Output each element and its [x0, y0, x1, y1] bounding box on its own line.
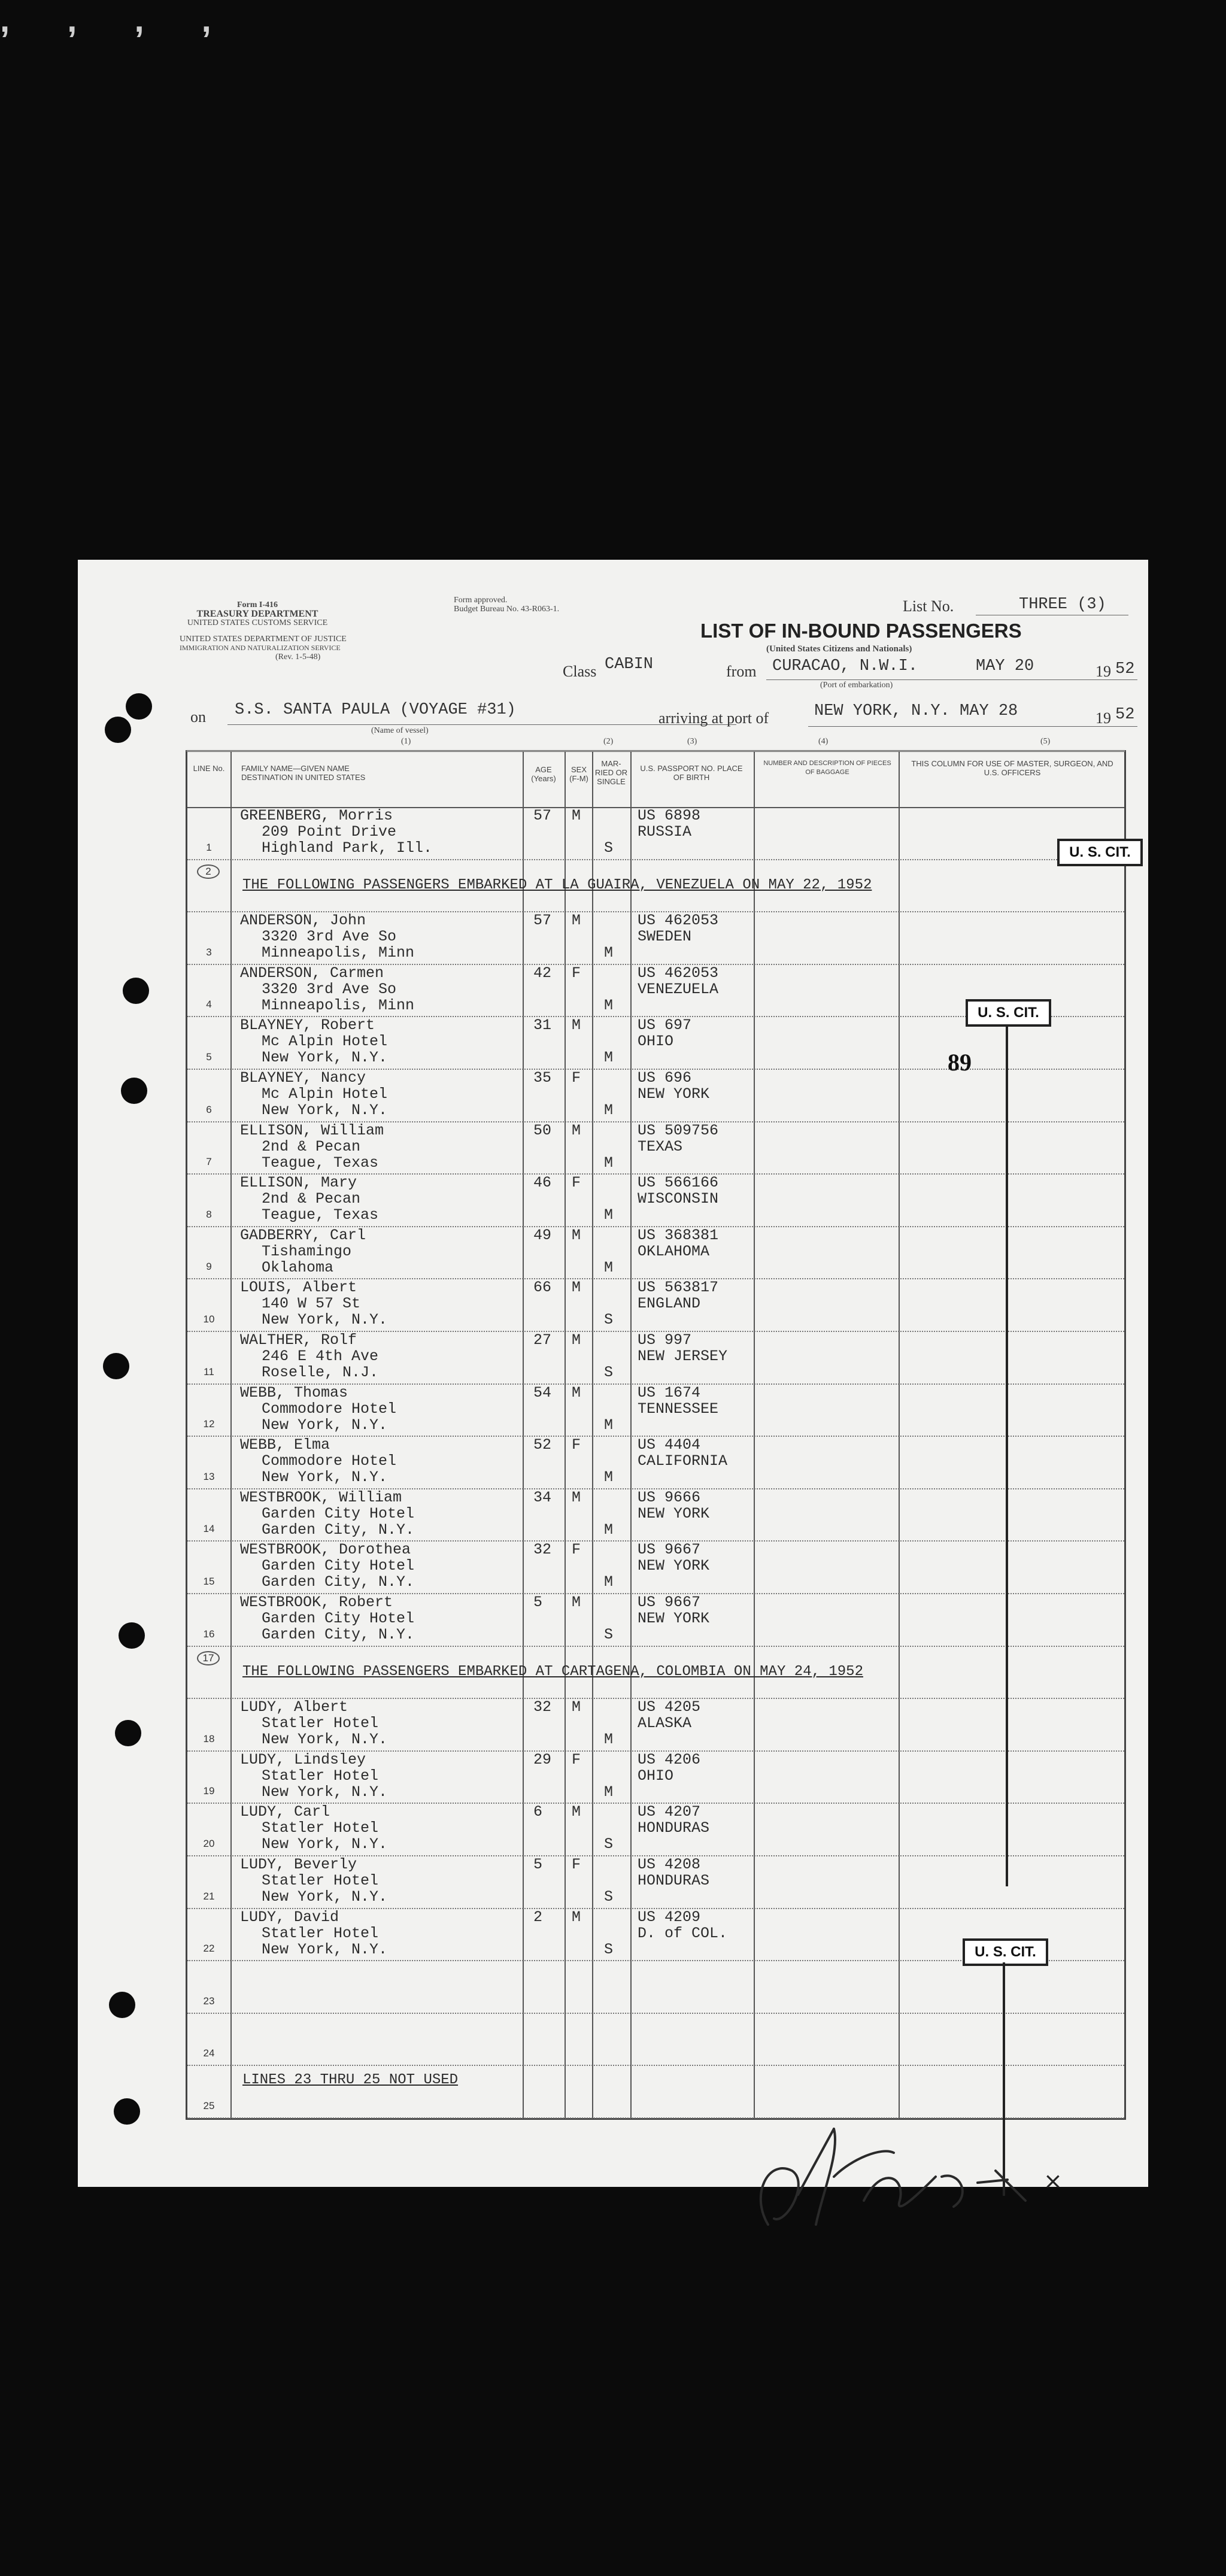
passenger-sex: M: [572, 1331, 581, 1349]
line-number: 24: [203, 2047, 215, 2059]
passenger-address: Statler Hotel: [262, 1819, 379, 1837]
on-label: on: [190, 708, 206, 726]
passenger-city: Teague, Texas: [262, 1206, 379, 1224]
passport-number: US 509756: [638, 1121, 719, 1139]
punch-hole: [115, 1720, 141, 1746]
col-num-2: (2): [603, 737, 614, 746]
passenger-age: 54: [533, 1383, 552, 1401]
passenger-name: ANDERSON, Carmen: [240, 964, 384, 982]
passenger-name: WALTHER, Rolf: [240, 1331, 357, 1349]
line-number: 16: [203, 1628, 215, 1640]
passenger-city: Minneapolis, Minn: [262, 944, 415, 962]
punch-hole: [109, 1992, 135, 2018]
birthplace: TEXAS: [638, 1137, 683, 1155]
departure-date: MAY 20: [976, 657, 1034, 675]
passenger-sex: F: [572, 1541, 581, 1559]
underline: [808, 726, 1137, 727]
class-value: CABIN: [605, 656, 654, 673]
line-number: 6: [206, 1103, 212, 1115]
passport-number: US 4205: [638, 1698, 701, 1716]
passenger-sex: M: [572, 1121, 581, 1139]
header-baggage: NUMBER AND DESCRIPTION OF PIECES OF BAGGAGE: [763, 760, 891, 776]
passenger-sex: F: [572, 1856, 581, 1873]
passenger-city: Highland Park, Ill.: [262, 839, 433, 857]
table-row: [187, 1751, 1124, 1804]
header-sex: SEX (F-M): [569, 765, 588, 783]
passenger-city: New York, N.Y.: [262, 1731, 388, 1749]
line-number: 23: [203, 1995, 215, 2007]
birthplace: NEW YORK: [638, 1610, 710, 1627]
scribble-mark: ⨯: [1043, 2168, 1063, 2194]
passenger-sex: M: [572, 1017, 581, 1034]
passenger-name: WEBB, Elma: [240, 1436, 330, 1454]
birthplace: OHIO: [638, 1033, 674, 1051]
passenger-age: 5: [533, 1594, 543, 1611]
passenger-city: Garden City, N.Y.: [262, 1573, 415, 1591]
passenger-age: 52: [533, 1436, 552, 1454]
passenger-address: 2nd & Pecan: [262, 1137, 361, 1155]
embarkation-note: THE FOLLOWING PASSENGERS EMBARKED AT CARTAGENA, COLOMBIA ON MAY 24, 1952: [242, 1663, 863, 1680]
passenger-address: Garden City Hotel: [262, 1504, 415, 1522]
passenger-marital: M: [604, 1468, 614, 1486]
table-row: [187, 1856, 1124, 1909]
table-row: [187, 1279, 1124, 1331]
passenger-name: LUDY, David: [240, 1908, 339, 1926]
passenger-marital: M: [604, 1258, 614, 1276]
table-row: [187, 1541, 1124, 1594]
passport-number: US 4209: [638, 1908, 701, 1926]
ins: IMMIGRATION AND NATURALIZATION SERVICE: [180, 644, 341, 652]
passenger-sex: M: [572, 1594, 581, 1611]
passenger-address: 2nd & Pecan: [262, 1190, 361, 1208]
passenger-address: Garden City Hotel: [262, 1557, 415, 1575]
customs-service: UNITED STATES CUSTOMS SERVICE: [187, 618, 328, 627]
passenger-name: BLAYNEY, Robert: [240, 1017, 375, 1034]
punch-hole: [103, 1353, 129, 1379]
officer-signature: [744, 2105, 1043, 2249]
passenger-name: BLAYNEY, Nancy: [240, 1069, 366, 1087]
passenger-age: 34: [533, 1488, 552, 1506]
passenger-marital: M: [604, 1154, 614, 1172]
passenger-city: New York, N.Y.: [262, 1416, 388, 1434]
passenger-marital: S: [604, 839, 614, 857]
passport-number: US 4208: [638, 1856, 701, 1873]
passenger-age: 32: [533, 1698, 552, 1716]
table-row: [187, 807, 1124, 860]
passenger-name: ELLISON, William: [240, 1121, 384, 1139]
passport-number: US 9667: [638, 1541, 701, 1559]
birthplace: OKLAHOMA: [638, 1242, 710, 1260]
passenger-marital: S: [604, 1626, 614, 1643]
passenger-address: Statler Hotel: [262, 1767, 379, 1785]
passenger-sex: M: [572, 1383, 581, 1401]
table-row: [187, 1174, 1124, 1227]
passenger-sex: M: [572, 912, 581, 930]
birthplace: D. of COL.: [638, 1924, 728, 1942]
justice-department: UNITED STATES DEPARTMENT OF JUSTICE: [180, 635, 347, 644]
table-row: [187, 1803, 1124, 1856]
passenger-name: WESTBROOK, Robert: [240, 1594, 393, 1611]
list-no-label: List No.: [903, 597, 954, 615]
year-prefix: 19: [1095, 663, 1111, 680]
birthplace: SWEDEN: [638, 928, 692, 946]
table-row: [187, 1436, 1124, 1489]
header-officers: THIS COLUMN FOR USE OF MASTER, SURGEON, AND U.S. OFFICERS: [911, 759, 1113, 777]
passenger-marital: M: [604, 1416, 614, 1434]
passenger-marital: S: [604, 1311, 614, 1329]
line-number: 12: [203, 1418, 215, 1430]
punch-hole: [126, 693, 152, 720]
passenger-manifest-page: [78, 560, 1148, 2194]
line-number: 13: [203, 1470, 215, 1482]
passport-number: US 4206: [638, 1750, 701, 1768]
punch-hole: [119, 1622, 145, 1649]
col-num-4: (4): [818, 737, 829, 746]
punch-hole: [114, 2098, 140, 2125]
passenger-marital: S: [604, 1940, 614, 1958]
passport-number: US 368381: [638, 1226, 719, 1244]
line-number: 1: [206, 841, 212, 853]
passenger-city: Garden City, N.Y.: [262, 1626, 415, 1643]
passenger-sex: F: [572, 964, 581, 982]
passport-number: US 697: [638, 1017, 692, 1034]
list-no-value: THREE (3): [1019, 596, 1106, 614]
passport-number: US 563817: [638, 1279, 719, 1297]
line-number: 17: [197, 1651, 220, 1665]
table-row: [187, 1069, 1124, 1122]
passenger-city: New York, N.Y.: [262, 1102, 388, 1119]
passenger-marital: M: [604, 996, 614, 1014]
passenger-age: 29: [533, 1750, 552, 1768]
passenger-address: 140 W 57 St: [262, 1295, 361, 1313]
passenger-marital: M: [604, 944, 614, 962]
birthplace: ALASKA: [638, 1715, 692, 1732]
arrival-year-prefix: 19: [1095, 709, 1111, 727]
table-row: [187, 2013, 1124, 2066]
table-row: [187, 912, 1124, 964]
passenger-address: 246 E 4th Ave: [262, 1348, 379, 1365]
birthplace: ENGLAND: [638, 1295, 701, 1313]
passenger-sex: M: [572, 1803, 581, 1821]
passenger-name: LUDY, Albert: [240, 1698, 348, 1716]
passenger-address: Statler Hotel: [262, 1872, 379, 1889]
passenger-age: 66: [533, 1279, 552, 1297]
passenger-marital: S: [604, 1888, 614, 1906]
punch-hole: [123, 978, 149, 1004]
passenger-marital: M: [604, 1783, 614, 1801]
header-line-no: LINE No.: [193, 764, 225, 773]
passport-number: US 4207: [638, 1803, 701, 1821]
manifest-table: [186, 750, 1131, 2194]
table-row: [187, 1594, 1124, 1646]
passenger-city: New York, N.Y.: [262, 1049, 388, 1067]
passenger-city: Oklahoma: [262, 1258, 334, 1276]
line-number: 22: [203, 1943, 215, 1955]
passenger-name: WEBB, Thomas: [240, 1383, 348, 1401]
passport-number: US 9667: [638, 1594, 701, 1611]
passenger-city: New York, N.Y.: [262, 1888, 388, 1906]
passenger-city: Teague, Texas: [262, 1154, 379, 1172]
passenger-sex: M: [572, 807, 581, 824]
birthplace: NEW YORK: [638, 1085, 710, 1103]
col-num-1: (1): [401, 737, 411, 746]
line-number: 5: [206, 1051, 212, 1063]
birthplace: OHIO: [638, 1767, 674, 1785]
justice-block: [180, 635, 467, 662]
line-number: 4: [206, 999, 212, 1011]
table-row: [187, 860, 1124, 912]
passenger-marital: M: [604, 1521, 614, 1539]
line-number: 7: [206, 1156, 212, 1168]
passenger-address: 3320 3rd Ave So: [262, 928, 397, 946]
passenger-marital: S: [604, 1835, 614, 1853]
passport-number: US 9666: [638, 1488, 701, 1506]
line-number: 2: [197, 864, 220, 879]
passport-number: US 1674: [638, 1383, 701, 1401]
passenger-age: 5: [533, 1856, 543, 1873]
passenger-name: ELLISON, Mary: [240, 1174, 357, 1192]
passenger-sex: F: [572, 1069, 581, 1087]
vessel-name: S.S. SANTA PAULA (VOYAGE #31): [235, 701, 516, 719]
passenger-name: ANDERSON, John: [240, 912, 366, 930]
us-cit-stamp: U. S. CIT.: [1057, 839, 1143, 866]
passenger-age: 31: [533, 1017, 552, 1034]
form-approved: Form approved.: [454, 596, 508, 605]
table-row: [187, 1384, 1124, 1437]
punch-hole: [121, 1078, 147, 1104]
tally-count: 89: [948, 1049, 972, 1076]
passenger-age: 6: [533, 1803, 543, 1821]
passenger-name: LUDY, Beverly: [240, 1856, 357, 1873]
passenger-address: Commodore Hotel: [262, 1452, 397, 1470]
line-number: 8: [206, 1208, 212, 1220]
birthplace: HONDURAS: [638, 1872, 710, 1889]
birthplace: WISCONSIN: [638, 1190, 719, 1208]
birthplace: HONDURAS: [638, 1819, 710, 1837]
passenger-address: Garden City Hotel: [262, 1610, 415, 1627]
film-frame-marks: , , , ,: [0, 1, 235, 40]
passenger-age: 42: [533, 964, 552, 982]
passenger-age: 27: [533, 1331, 552, 1349]
passenger-address: Commodore Hotel: [262, 1400, 397, 1418]
line-number: 14: [203, 1523, 215, 1535]
birthplace: RUSSIA: [638, 823, 692, 841]
line-number: 21: [203, 1890, 215, 1902]
birthplace: NEW JERSEY: [638, 1348, 728, 1365]
passenger-name: GREENBERG, Morris: [240, 807, 393, 824]
page-title: LIST OF IN-BOUND PASSENGERS: [700, 620, 1022, 642]
passenger-sex: M: [572, 1279, 581, 1297]
passenger-sex: M: [572, 1698, 581, 1716]
table-row: [187, 1961, 1124, 2013]
passenger-age: 46: [533, 1174, 552, 1192]
approval-block: [454, 596, 559, 614]
line-number: 10: [203, 1313, 215, 1325]
line-number: 15: [203, 1575, 215, 1587]
table-row: [187, 1122, 1124, 1175]
passenger-address: Tishamingo: [262, 1242, 352, 1260]
line-number: 18: [203, 1732, 215, 1744]
passport-number: US 566166: [638, 1174, 719, 1192]
passport-number: US 4404: [638, 1436, 701, 1454]
passenger-age: 57: [533, 807, 552, 824]
table-row: [187, 1331, 1124, 1384]
department: TREASURY DEPARTMENT: [196, 609, 318, 619]
passenger-name: LOUIS, Albert: [240, 1279, 357, 1297]
birthplace: CALIFORNIA: [638, 1452, 728, 1470]
budget-number: Budget Bureau No. 43-R063-1.: [454, 605, 560, 614]
passenger-age: 35: [533, 1069, 552, 1087]
revision: (Rev. 1-5-48): [275, 653, 321, 662]
birthplace: VENEZUELA: [638, 980, 719, 998]
birthplace: NEW YORK: [638, 1557, 710, 1575]
birthplace: TENNESSEE: [638, 1400, 719, 1418]
birthplace: NEW YORK: [638, 1504, 710, 1522]
passenger-age: 32: [533, 1541, 552, 1559]
arrival-year: 52: [1115, 706, 1135, 724]
passenger-name: WESTBROOK, Dorothea: [240, 1541, 411, 1559]
table-row: [187, 1489, 1124, 1542]
us-cit-stamp: U. S. CIT.: [963, 1938, 1048, 1966]
passenger-city: Garden City, N.Y.: [262, 1521, 415, 1539]
passenger-address: Mc Alpin Hotel: [262, 1085, 388, 1103]
punch-hole: [105, 717, 131, 743]
header-age: AGE (Years): [531, 765, 556, 783]
passenger-age: 2: [533, 1908, 543, 1926]
passenger-marital: M: [604, 1573, 614, 1591]
underline: [766, 679, 1137, 680]
passenger-address: 3320 3rd Ave So: [262, 980, 397, 998]
passenger-address: 209 Point Drive: [262, 823, 397, 841]
passenger-sex: M: [572, 1908, 581, 1926]
passenger-marital: M: [604, 1049, 614, 1067]
line-number: 20: [203, 1837, 215, 1849]
passenger-name: GADBERRY, Carl: [240, 1226, 366, 1244]
passport-number: US 462053: [638, 964, 719, 982]
table-row: [187, 1646, 1124, 1699]
passenger-name: LUDY, Lindsley: [240, 1750, 366, 1768]
line-number: 3: [206, 946, 212, 958]
vessel-caption: (Name of vessel): [371, 726, 429, 735]
check-line: [1006, 1024, 1008, 1886]
line-number: 9: [206, 1261, 212, 1273]
form-number: Form I-416: [236, 600, 278, 609]
form-header-block: [180, 600, 335, 627]
passenger-marital: M: [604, 1731, 614, 1749]
passport-number: US 462053: [638, 912, 719, 930]
passport-number: US 696: [638, 1069, 692, 1087]
passenger-sex: F: [572, 1750, 581, 1768]
passport-number: US 6898: [638, 807, 701, 824]
passenger-marital: M: [604, 1206, 614, 1224]
passenger-name: LUDY, Carl: [240, 1803, 330, 1821]
passenger-marital: S: [604, 1364, 614, 1381]
passenger-sex: F: [572, 1436, 581, 1454]
line-number: 11: [204, 1366, 214, 1377]
passenger-age: 57: [533, 912, 552, 930]
passenger-sex: M: [572, 1488, 581, 1506]
header-name: FAMILY NAME—GIVEN NAME DESTINATION IN UNITED STATES: [241, 764, 366, 782]
line-number: 19: [203, 1785, 215, 1797]
passenger-city: New York, N.Y.: [262, 1468, 388, 1486]
passenger-city: New York, N.Y.: [262, 1835, 388, 1853]
line-number: 25: [203, 2099, 215, 2111]
passenger-city: New York, N.Y.: [262, 1783, 388, 1801]
unused-lines-note: LINES 23 THRU 25 NOT USED: [242, 2072, 459, 2089]
embarkation-note: THE FOLLOWING PASSENGERS EMBARKED AT LA GUAIRA, VENEZUELA ON MAY 22, 1952: [242, 876, 872, 893]
passenger-address: Statler Hotel: [262, 1715, 379, 1732]
class-label: Class: [563, 663, 597, 680]
passenger-city: Roselle, N.J.: [262, 1364, 379, 1381]
port-caption: (Port of embarkation): [820, 681, 893, 690]
col-num-5: (5): [1040, 737, 1051, 746]
passenger-city: New York, N.Y.: [262, 1311, 388, 1329]
col-num-3: (3): [687, 737, 697, 746]
passport-number: US 997: [638, 1331, 692, 1349]
passenger-address: Statler Hotel: [262, 1924, 379, 1942]
arriving-label: arriving at port of: [658, 709, 769, 727]
us-cit-stamp: U. S. CIT.: [966, 999, 1051, 1027]
passenger-age: 50: [533, 1121, 552, 1139]
passenger-city: Minneapolis, Minn: [262, 996, 415, 1014]
page-subtitle: (United States Citizens and Nationals): [766, 644, 912, 654]
passenger-age: 49: [533, 1226, 552, 1244]
header-passport: U.S. PASSPORT NO. PLACE OF BIRTH: [640, 764, 743, 782]
from-value: CURACAO, N.W.I.: [772, 657, 918, 675]
passenger-sex: F: [572, 1174, 581, 1192]
header-marital: MAR-RIED OR SINGLE: [594, 759, 628, 786]
passenger-marital: M: [604, 1102, 614, 1119]
arrival-port: NEW YORK, N.Y. MAY 28: [814, 702, 1018, 720]
passenger-city: New York, N.Y.: [262, 1940, 388, 1958]
from-label: from: [726, 663, 757, 680]
table-row: [187, 1698, 1124, 1751]
table-row: [187, 1227, 1124, 1279]
passenger-sex: M: [572, 1226, 581, 1244]
passenger-address: Mc Alpin Hotel: [262, 1033, 388, 1051]
passenger-name: WESTBROOK, William: [240, 1488, 402, 1506]
departure-year: 52: [1115, 660, 1135, 678]
